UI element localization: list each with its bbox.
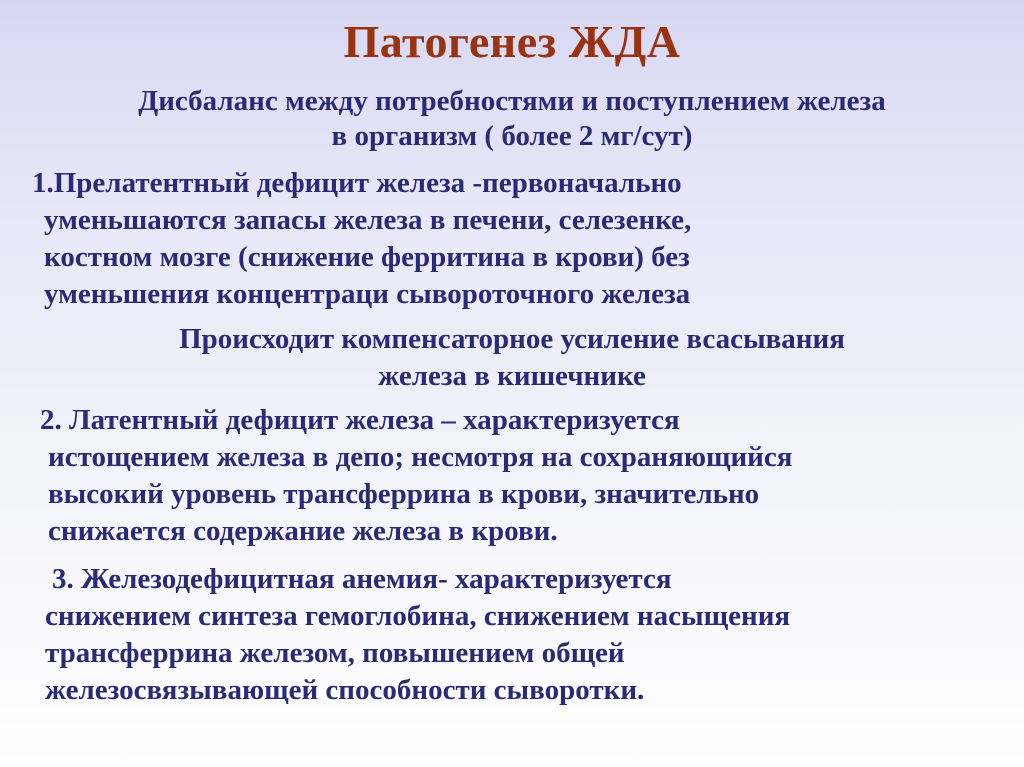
compensation-paragraph: [40, 321, 984, 395]
stage-1-line: уменьшаются запасы железа в печени, селезенке,: [44, 204, 692, 236]
stage-3-line: снижением синтеза гемоглобина, снижением насыщения: [45, 600, 791, 632]
subtitle-line: Дисбаланс между потребностями и поступлением железа: [138, 85, 886, 117]
stage-1-paragraph: [32, 165, 691, 313]
slide-title: Патогенез ЖДА: [343, 16, 681, 67]
stage-1-line: уменьшения концентраци сывороточного железа: [44, 278, 691, 310]
stage-3-line: трансферрина железом, повышением общей: [45, 637, 625, 669]
stage-1-line: костном мозге (снижение ферритина в крови) без: [44, 241, 690, 273]
stage-1-line: 1.Прелатентный дефицит железа -первоначально: [32, 167, 682, 199]
stage-2-paragraph: [40, 402, 792, 550]
stage-3-line: железосвязывающей способности сыворотки.: [45, 674, 645, 706]
stage-2-line: 2. Латентный дефицит железа – характеризуется: [40, 404, 680, 436]
compensation-line: Происходит компенсаторное усиление всасывания: [179, 323, 845, 355]
slide-subtitle: [40, 84, 984, 154]
stage-3-line: 3. Железодефицитная анемия- характеризуется: [52, 563, 672, 595]
stage-2-line: снижается содержание железа в крови.: [48, 515, 558, 547]
compensation-line: железа в кишечнике: [378, 360, 646, 392]
stage-3-paragraph: [45, 561, 790, 709]
subtitle-line: в организм ( более 2 мг/сут): [331, 120, 693, 152]
stage-2-line: истощением железа в депо; несмотря на сохраняющийся: [48, 441, 793, 473]
stage-2-line: высокий уровень трансферрина в крови, значительно: [48, 478, 760, 510]
